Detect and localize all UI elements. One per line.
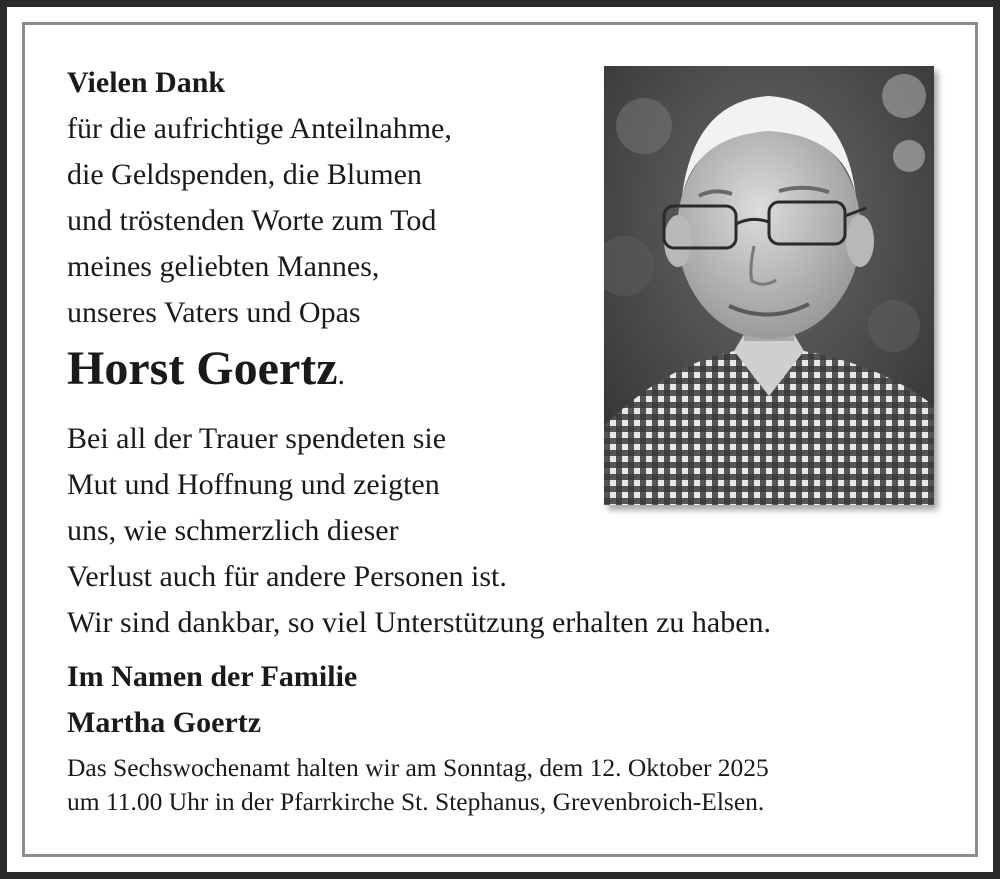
body-paragraph xyxy=(67,416,947,646)
deceased-name: Horst Goertz xyxy=(67,342,338,395)
deceased-name-line xyxy=(67,336,947,408)
thanks-heading: Vielen Dank xyxy=(67,66,226,99)
footer-line: Das Sechswochenamt halten wir am Sonntag, dem 12. Oktober 2025 xyxy=(67,753,769,782)
notice-text xyxy=(67,60,947,746)
body-line: Mut und Hoffnung und zeigten xyxy=(67,468,440,501)
intro-line: und tröstenden Worte zum Tod xyxy=(67,204,437,237)
body-line: uns, wie schmerzlich dieser xyxy=(67,514,399,547)
intro-line: für die aufrichtige Anteilnahme, xyxy=(67,112,452,145)
body-line: Wir sind dankbar, so viel Unterstützung erhalten zu haben. xyxy=(67,606,772,639)
signature-line: Martha Goertz xyxy=(67,706,262,739)
intro-line: meines geliebten Mannes, xyxy=(67,250,380,283)
body-line: Bei all der Trauer spendeten sie xyxy=(67,422,447,455)
signature-line: Im Namen der Familie xyxy=(67,660,358,693)
footer-line: um 11.00 Uhr in der Pfarrkirche St. Stephanus, Grevenbroich-Elsen. xyxy=(67,787,765,816)
body-line: Verlust auch für andere Personen ist. xyxy=(67,560,507,593)
intro-line: unseres Vaters und Opas xyxy=(67,296,361,329)
name-punctuation: . xyxy=(337,358,346,391)
intro-line: die Geldspenden, die Blumen xyxy=(67,158,422,191)
service-announcement xyxy=(67,751,769,819)
signature xyxy=(67,654,947,746)
